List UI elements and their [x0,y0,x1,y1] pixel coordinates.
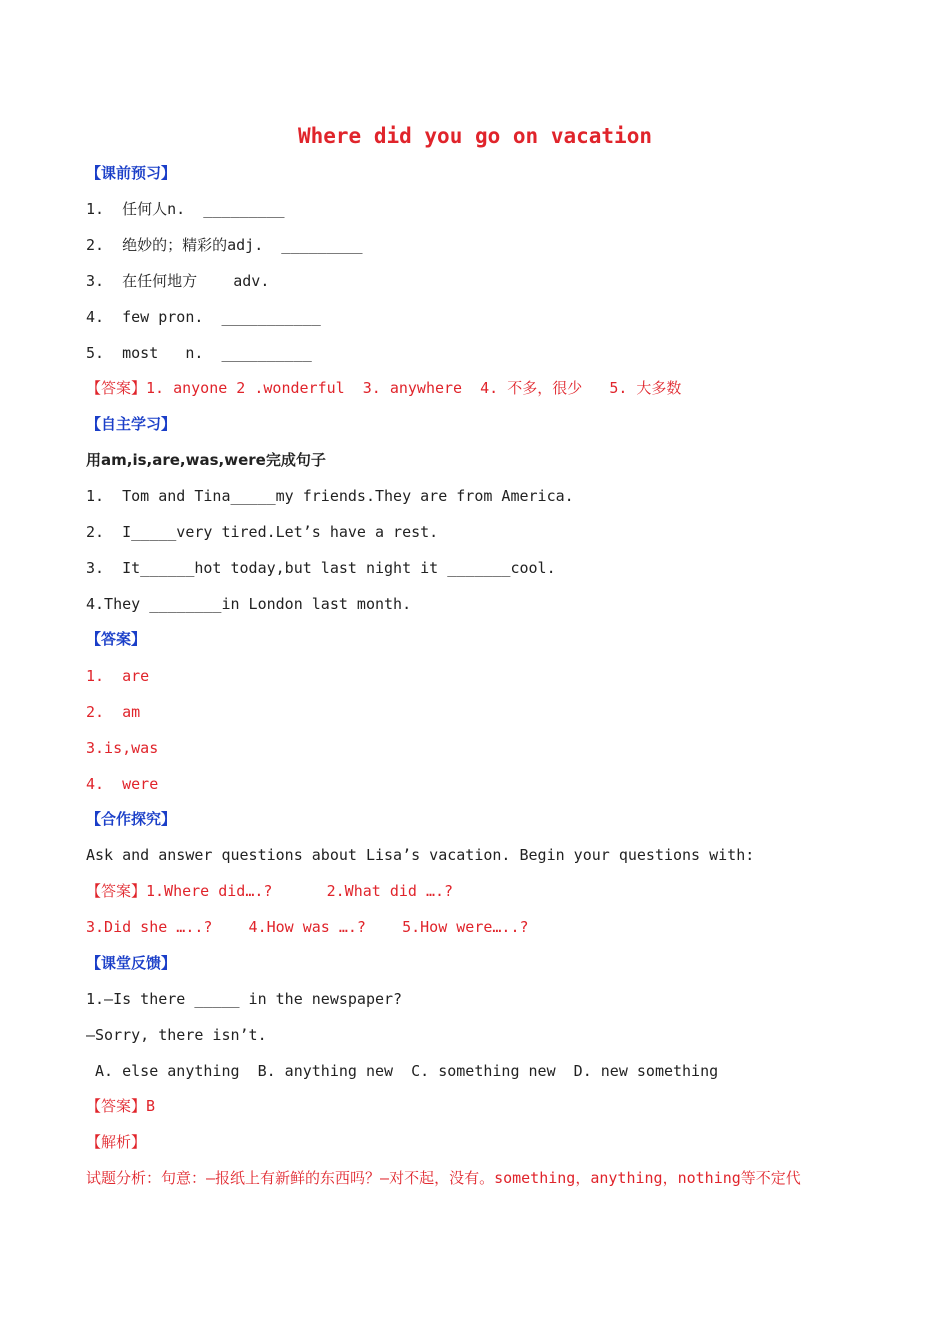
self-study-item-3: 3. It______hot today,but last night it _______cool. [86,559,556,577]
self-study-instruction: 用am,is,are,was,were完成句子 [86,451,326,469]
feedback-analysis-label: 【解析】 [86,1133,147,1151]
preview-item-5: 5. most n. __________ [86,344,312,362]
preview-item-1: 1. 任何人n. _________ [86,200,285,218]
feedback-question-1-reply: —Sorry, there isn’t. [86,1026,267,1044]
self-study-item-2: 2. I_____very tired.Let’s have a rest. [86,523,439,541]
preview-answer: 【答案】1. anyone 2 .wonderful 3. anywhere 4. 不多，很少 5. 大多数 [86,379,682,397]
preview-item-2: 2. 绝妙的；精彩的adj. _________ [86,236,363,254]
self-study-item-1: 1. Tom and Tina_____my friends.They are from America. [86,487,574,505]
self-study-answer-4: 4. were [86,775,159,793]
cooperation-answer-1: 【答案】1.Where did….? 2.What did ….? [86,882,454,900]
self-study-answer-3: 3.is,was [86,739,159,757]
feedback-question-1: 1.—Is there _____ in the newspaper? [86,990,403,1008]
feedback-options: A. else anything B. anything new C. something new D. new something [86,1062,719,1080]
self-study-answer-1: 1. are [86,667,150,685]
preview-item-4: 4. few pron. ___________ [86,308,321,326]
section-header-self-study: 【自主学习】 [86,415,177,433]
self-study-answer-2: 2. am [86,703,141,721]
self-study-answer-label: 【答案】 [86,630,147,648]
feedback-analysis: 试题分析：句意：—报纸上有新鲜的东西吗？—对不起，没有。something，anything，nothing等不定代 [86,1169,801,1187]
section-header-preview: 【课前预习】 [86,164,177,182]
self-study-item-4: 4.They ________in London last month. [86,595,412,613]
cooperation-answer-2: 3.Did she …..? 4.How was ….? 5.How were…..? [86,918,529,936]
page-title: Where did you go on vacation [297,124,652,148]
cooperation-prompt: Ask and answer questions about Lisa’s vacation. Begin your questions with: [86,846,755,864]
section-header-feedback: 【课堂反馈】 [86,954,177,972]
section-header-cooperation: 【合作探究】 [86,810,177,828]
feedback-answer: 【答案】B [86,1097,156,1115]
preview-item-3: 3. 在任何地方 adv. [86,272,270,290]
